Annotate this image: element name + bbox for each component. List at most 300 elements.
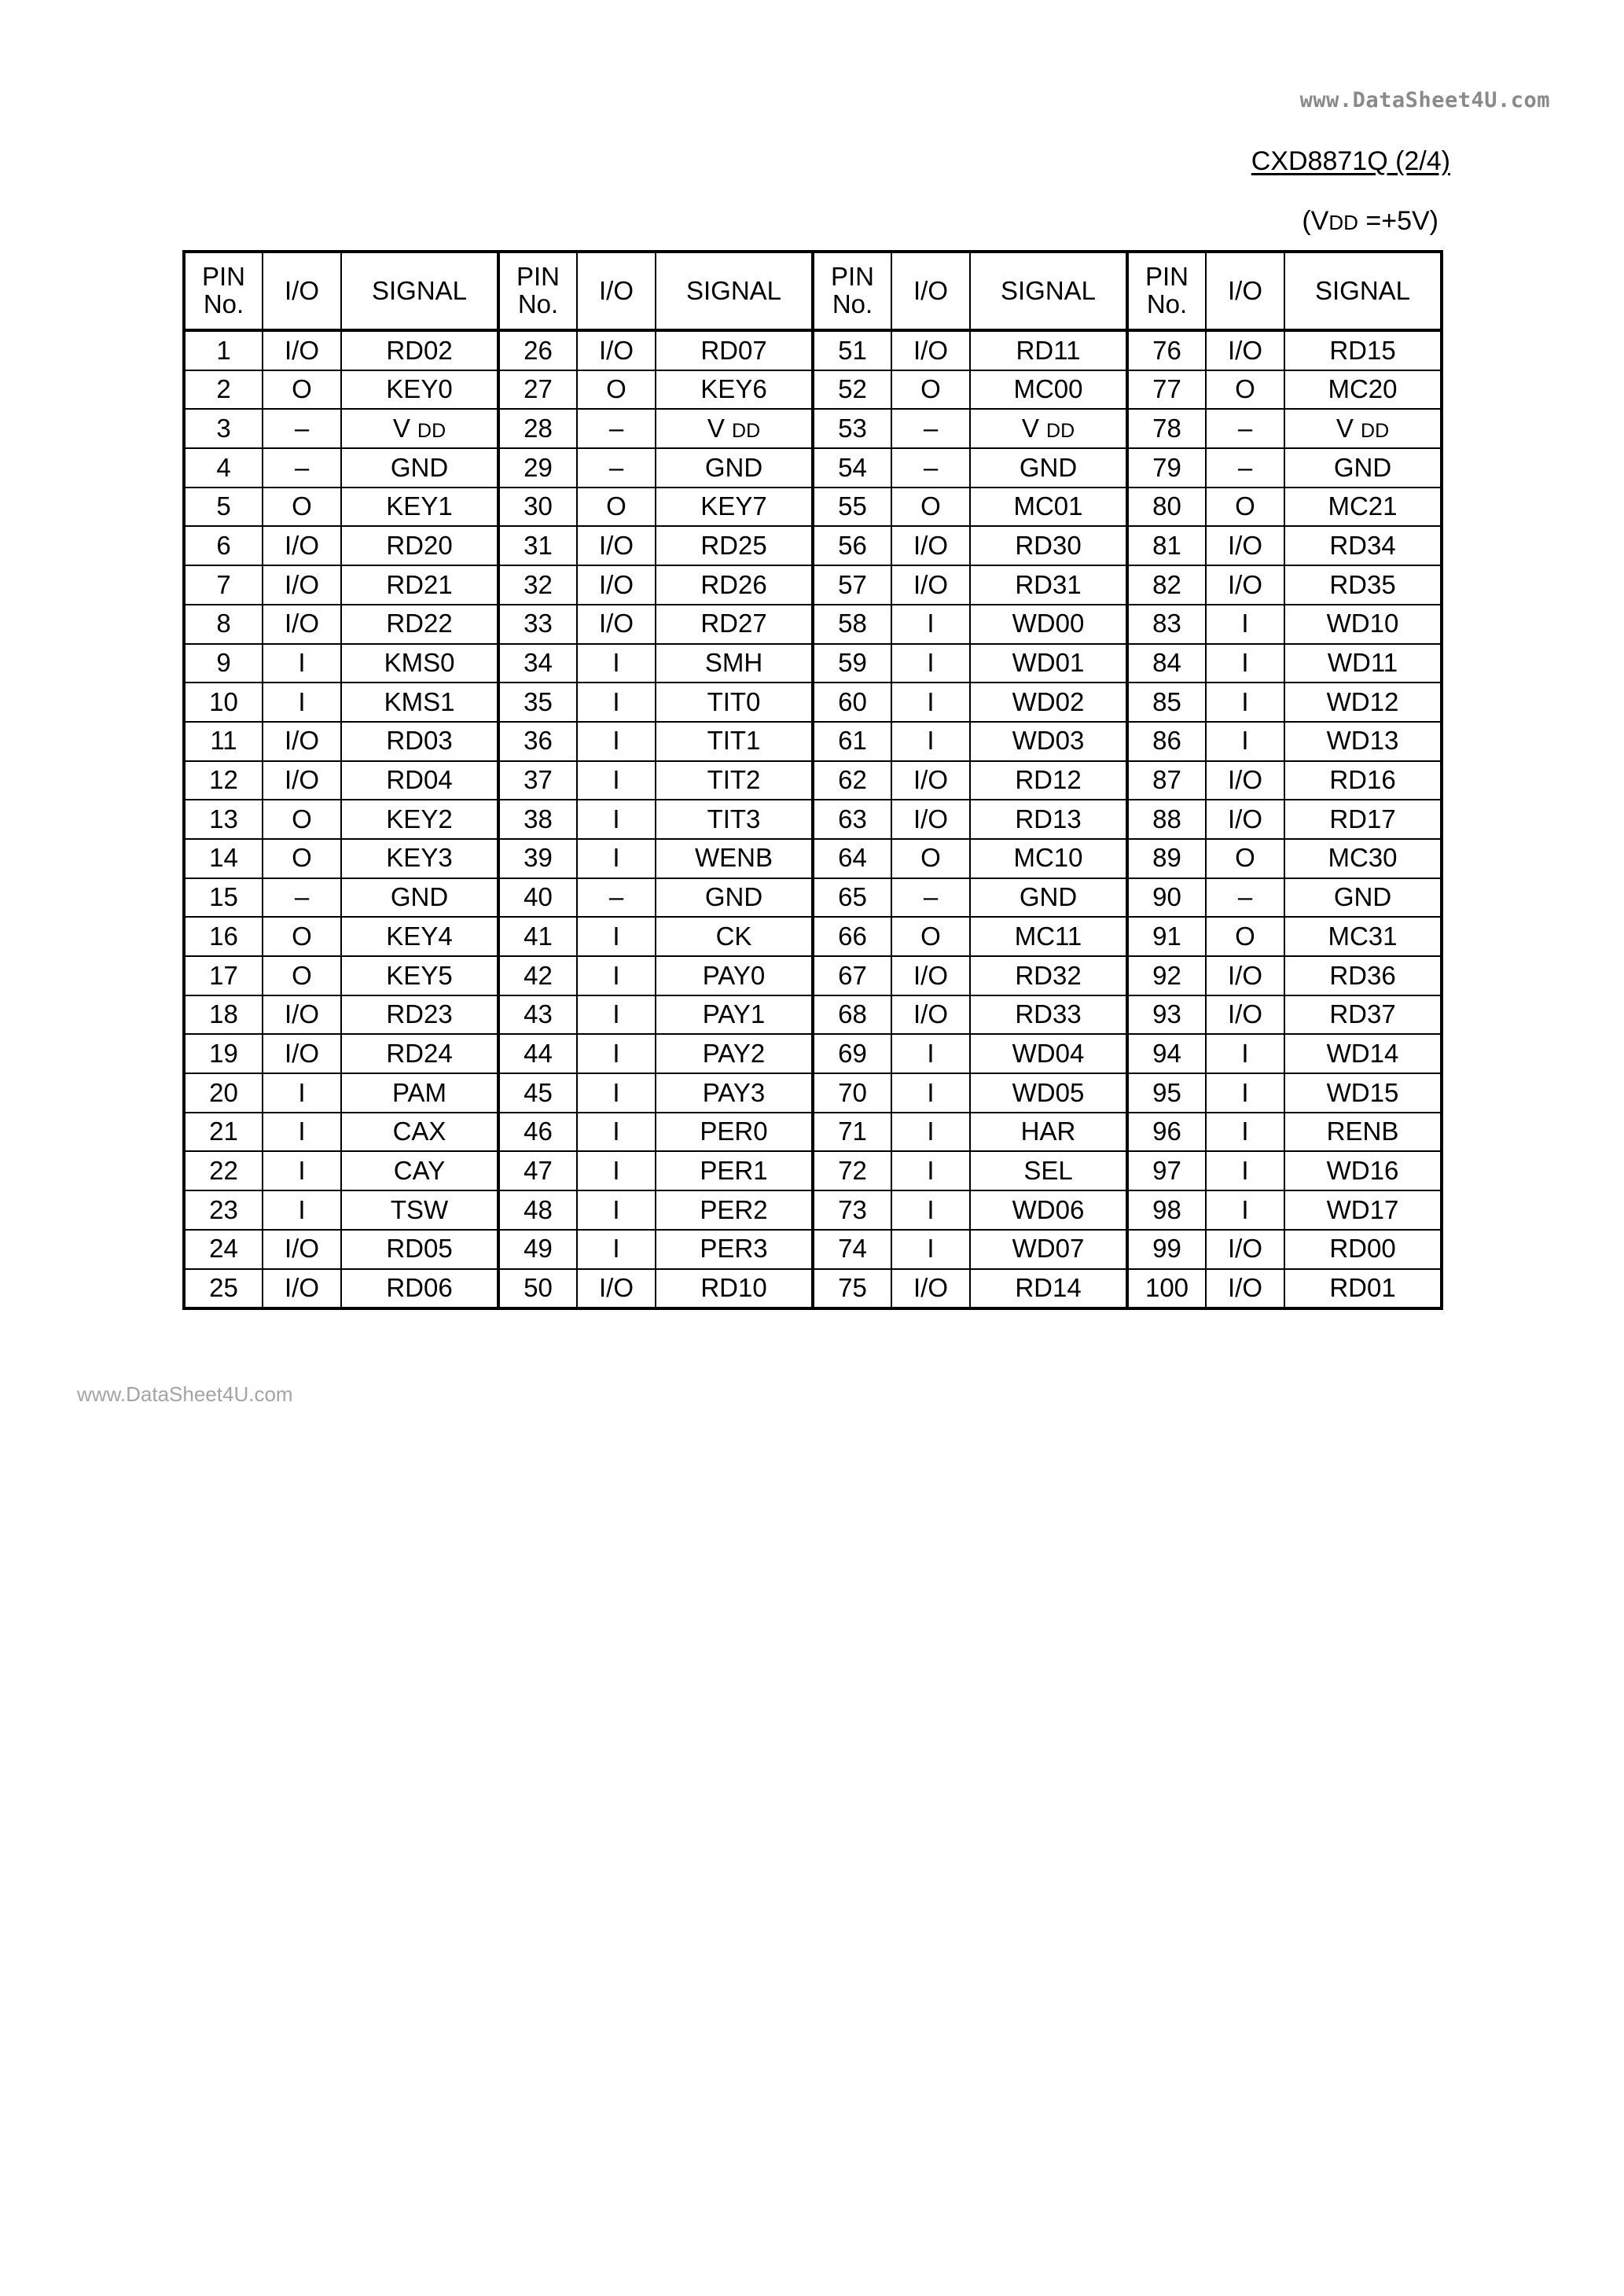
pin-number-cell: 78: [1127, 409, 1206, 448]
signal-cell: KMS0: [341, 644, 498, 683]
io-cell: O: [263, 800, 341, 839]
pin-number-cell: 10: [184, 683, 263, 722]
table-row: [184, 722, 1442, 761]
io-cell: I: [577, 1073, 656, 1113]
table-row: [184, 995, 1442, 1035]
signal-cell: MC20: [1284, 370, 1442, 410]
pin-number-cell: 76: [1127, 330, 1206, 370]
pin-number-cell: 23: [184, 1190, 263, 1230]
io-cell: I/O: [263, 1230, 341, 1269]
pin-number-cell: 3: [184, 409, 263, 448]
io-cell: I/O: [577, 605, 656, 644]
header-io: I/O: [891, 252, 970, 330]
pin-number-cell: 27: [498, 370, 577, 410]
signal-cell: WD07: [970, 1230, 1127, 1269]
signal-cell: KEY5: [341, 956, 498, 995]
io-cell: –: [891, 878, 970, 918]
pin-assignment-table: [182, 250, 1443, 1310]
table-row: [184, 409, 1442, 448]
io-cell: O: [891, 370, 970, 410]
signal-cell: WD15: [1284, 1073, 1442, 1113]
signal-cell: RD10: [656, 1269, 813, 1309]
io-cell: O: [263, 488, 341, 527]
io-cell: I: [577, 761, 656, 800]
io-cell: I/O: [1206, 565, 1284, 605]
signal-cell: HAR: [970, 1113, 1127, 1152]
signal-cell: WD10: [1284, 605, 1442, 644]
signal-cell: WD02: [970, 683, 1127, 722]
io-cell: –: [891, 448, 970, 488]
signal-cell: RD01: [1284, 1269, 1442, 1309]
signal-cell: KEY1: [341, 488, 498, 527]
signal-cell: RD03: [341, 722, 498, 761]
signal-cell: KEY4: [341, 917, 498, 956]
io-cell: –: [577, 409, 656, 448]
io-cell: I/O: [263, 761, 341, 800]
signal-cell: RD05: [341, 1230, 498, 1269]
pin-number-cell: 13: [184, 800, 263, 839]
supply-voltage-note: [1302, 206, 1438, 237]
signal-cell: RD04: [341, 761, 498, 800]
pin-number-cell: 74: [813, 1230, 891, 1269]
table-row: [184, 1113, 1442, 1152]
io-cell: I: [1206, 1151, 1284, 1190]
vdd-main: V: [392, 413, 410, 443]
io-cell: I: [577, 839, 656, 878]
header-io: I/O: [1206, 252, 1284, 330]
signal-cell: RD00: [1284, 1230, 1442, 1269]
table-row: [184, 800, 1442, 839]
pin-number-cell: 75: [813, 1269, 891, 1309]
pin-number-cell: 77: [1127, 370, 1206, 410]
pin-number-cell: 37: [498, 761, 577, 800]
signal-cell: KEY6: [656, 370, 813, 410]
signal-cell: KEY3: [341, 839, 498, 878]
pin-number-cell: 9: [184, 644, 263, 683]
pin-number-cell: 69: [813, 1034, 891, 1073]
header-signal: SIGNAL: [970, 252, 1127, 330]
io-cell: I: [263, 644, 341, 683]
pin-number-cell: 28: [498, 409, 577, 448]
signal-cell: WD03: [970, 722, 1127, 761]
pin-number-cell: 40: [498, 878, 577, 918]
io-cell: O: [263, 956, 341, 995]
table-row: [184, 488, 1442, 527]
vdd-main: V: [1336, 413, 1354, 443]
io-cell: O: [1206, 370, 1284, 410]
signal-cell: RD20: [341, 526, 498, 565]
io-cell: O: [1206, 488, 1284, 527]
io-cell: I/O: [891, 1269, 970, 1309]
signal-cell: PER0: [656, 1113, 813, 1152]
pin-number-cell: 39: [498, 839, 577, 878]
vdd-subscript: DD: [417, 419, 446, 442]
io-cell: O: [891, 488, 970, 527]
io-cell: I: [263, 1151, 341, 1190]
pin-number-cell: 21: [184, 1113, 263, 1152]
pin-number-cell: 18: [184, 995, 263, 1035]
pin-number-cell: 8: [184, 605, 263, 644]
io-cell: I: [891, 722, 970, 761]
signal-cell: GND: [656, 448, 813, 488]
signal-cell: RD07: [656, 330, 813, 370]
vdd-subscript: DD: [732, 419, 761, 442]
pin-number-cell: 92: [1127, 956, 1206, 995]
signal-cell: RD25: [656, 526, 813, 565]
signal-cell: PAY0: [656, 956, 813, 995]
pin-number-cell: 47: [498, 1151, 577, 1190]
io-cell: I/O: [1206, 956, 1284, 995]
signal-cell: RD37: [1284, 995, 1442, 1035]
pin-number-cell: 61: [813, 722, 891, 761]
signal-cell: CAX: [341, 1113, 498, 1152]
pin-number-cell: 15: [184, 878, 263, 918]
io-cell: I: [577, 956, 656, 995]
signal-cell: PAY1: [656, 995, 813, 1035]
io-cell: I/O: [891, 761, 970, 800]
io-cell: I: [891, 1034, 970, 1073]
io-cell: I: [577, 1190, 656, 1230]
io-cell: O: [1206, 839, 1284, 878]
signal-cell: TIT2: [656, 761, 813, 800]
io-cell: –: [577, 448, 656, 488]
signal-cell: GND: [341, 448, 498, 488]
pin-number-cell: 58: [813, 605, 891, 644]
signal-cell: KEY0: [341, 370, 498, 410]
io-cell: I/O: [891, 526, 970, 565]
pin-number-cell: 6: [184, 526, 263, 565]
pin-number-cell: 35: [498, 683, 577, 722]
io-cell: –: [263, 878, 341, 918]
io-cell: I: [577, 1151, 656, 1190]
pin-number-cell: 2: [184, 370, 263, 410]
io-cell: I: [891, 1230, 970, 1269]
signal-cell: RD21: [341, 565, 498, 605]
table-row: [184, 761, 1442, 800]
pin-number-cell: 100: [1127, 1269, 1206, 1309]
io-cell: –: [891, 409, 970, 448]
signal-cell: WD16: [1284, 1151, 1442, 1190]
signal-cell: RD31: [970, 565, 1127, 605]
document-title: CXD8871Q (2/4): [1251, 146, 1450, 176]
signal-cell: WD12: [1284, 683, 1442, 722]
signal-cell: RD30: [970, 526, 1127, 565]
pin-number-cell: 5: [184, 488, 263, 527]
pin-number-cell: 29: [498, 448, 577, 488]
pin-number-cell: 7: [184, 565, 263, 605]
io-cell: I/O: [577, 526, 656, 565]
signal-cell: RD32: [970, 956, 1127, 995]
signal-cell: TIT1: [656, 722, 813, 761]
table-row: [184, 839, 1442, 878]
pin-number-cell: 46: [498, 1113, 577, 1152]
pin-number-cell: 99: [1127, 1230, 1206, 1269]
pin-number-cell: 56: [813, 526, 891, 565]
signal-cell: RD36: [1284, 956, 1442, 995]
table-row: [184, 878, 1442, 918]
pin-number-cell: 38: [498, 800, 577, 839]
io-cell: O: [263, 839, 341, 878]
vdd-subscript: DD: [1361, 419, 1390, 442]
io-cell: I: [263, 1190, 341, 1230]
io-cell: I: [891, 1073, 970, 1113]
pin-number-cell: 60: [813, 683, 891, 722]
io-cell: I: [1206, 1190, 1284, 1230]
signal-cell: MC01: [970, 488, 1127, 527]
signal-cell: GND: [656, 878, 813, 918]
signal-cell: RD24: [341, 1034, 498, 1073]
io-cell: –: [263, 448, 341, 488]
io-cell: I: [1206, 1073, 1284, 1113]
table-row: [184, 448, 1442, 488]
pin-number-cell: 51: [813, 330, 891, 370]
pin-number-cell: 20: [184, 1073, 263, 1113]
signal-cell: WD05: [970, 1073, 1127, 1113]
pin-number-cell: 94: [1127, 1034, 1206, 1073]
io-cell: I: [577, 1113, 656, 1152]
pin-number-cell: 55: [813, 488, 891, 527]
watermark-top: www.DataSheet4U.com: [1299, 88, 1550, 112]
signal-cell: RD22: [341, 605, 498, 644]
io-cell: I/O: [1206, 800, 1284, 839]
io-cell: I: [577, 644, 656, 683]
signal-cell: RD34: [1284, 526, 1442, 565]
vdd-main: V: [1021, 413, 1039, 443]
io-cell: –: [1206, 409, 1284, 448]
pin-number-cell: 25: [184, 1269, 263, 1309]
signal-cell: WD04: [970, 1034, 1127, 1073]
pin-number-cell: 41: [498, 917, 577, 956]
pin-number-cell: 84: [1127, 644, 1206, 683]
pin-number-cell: 4: [184, 448, 263, 488]
pin-number-cell: 24: [184, 1230, 263, 1269]
signal-cell: RD06: [341, 1269, 498, 1309]
pin-number-cell: 89: [1127, 839, 1206, 878]
table-row: [184, 1151, 1442, 1190]
pin-number-cell: 98: [1127, 1190, 1206, 1230]
pin-number-cell: 86: [1127, 722, 1206, 761]
signal-cell: PER3: [656, 1230, 813, 1269]
signal-cell: RD35: [1284, 565, 1442, 605]
header-io: I/O: [577, 252, 656, 330]
io-cell: I: [891, 1113, 970, 1152]
pin-number-cell: 80: [1127, 488, 1206, 527]
signal-cell: SMH: [656, 644, 813, 683]
io-cell: I/O: [263, 565, 341, 605]
pin-number-cell: 34: [498, 644, 577, 683]
table-row: [184, 644, 1442, 683]
pin-number-cell: 96: [1127, 1113, 1206, 1152]
signal-cell: [341, 409, 498, 448]
vdd-main: V: [707, 413, 725, 443]
signal-cell: WD13: [1284, 722, 1442, 761]
io-cell: I: [263, 1073, 341, 1113]
io-cell: I: [577, 722, 656, 761]
table-row: [184, 1269, 1442, 1309]
pin-number-cell: 85: [1127, 683, 1206, 722]
pin-number-cell: 82: [1127, 565, 1206, 605]
pin-number-cell: 52: [813, 370, 891, 410]
pin-number-cell: 71: [813, 1113, 891, 1152]
io-cell: I/O: [577, 330, 656, 370]
io-cell: I: [1206, 1034, 1284, 1073]
io-cell: I: [891, 644, 970, 683]
pin-number-cell: 72: [813, 1151, 891, 1190]
pin-number-cell: 49: [498, 1230, 577, 1269]
io-cell: I/O: [1206, 330, 1284, 370]
pin-number-cell: 81: [1127, 526, 1206, 565]
signal-cell: GND: [970, 448, 1127, 488]
io-cell: I/O: [891, 800, 970, 839]
watermark-bottom: www.DataSheet4U.com: [77, 1382, 293, 1406]
io-cell: I: [891, 683, 970, 722]
signal-cell: PER2: [656, 1190, 813, 1230]
table-header-row: [184, 252, 1442, 330]
io-cell: I: [1206, 644, 1284, 683]
table-row: [184, 956, 1442, 995]
vdd-subscript: DD: [1046, 419, 1075, 442]
pin-number-cell: 70: [813, 1073, 891, 1113]
pin-number-cell: 30: [498, 488, 577, 527]
signal-cell: TIT0: [656, 683, 813, 722]
signal-cell: GND: [1284, 448, 1442, 488]
pin-number-cell: 79: [1127, 448, 1206, 488]
io-cell: I: [577, 995, 656, 1035]
signal-cell: KEY7: [656, 488, 813, 527]
io-cell: I/O: [577, 1269, 656, 1309]
table-row: [184, 683, 1442, 722]
signal-cell: RD26: [656, 565, 813, 605]
io-cell: I: [577, 917, 656, 956]
signal-cell: SEL: [970, 1151, 1127, 1190]
pin-number-cell: 83: [1127, 605, 1206, 644]
io-cell: O: [1206, 917, 1284, 956]
io-cell: I: [263, 1113, 341, 1152]
signal-cell: WD06: [970, 1190, 1127, 1230]
pin-number-cell: 93: [1127, 995, 1206, 1035]
signal-cell: WD00: [970, 605, 1127, 644]
pin-number-cell: 33: [498, 605, 577, 644]
signal-cell: CAY: [341, 1151, 498, 1190]
signal-cell: CK: [656, 917, 813, 956]
supply-note-rest: =+5V): [1358, 206, 1438, 236]
pin-number-cell: 65: [813, 878, 891, 918]
pin-number-cell: 53: [813, 409, 891, 448]
header-signal: SIGNAL: [341, 252, 498, 330]
pin-number-cell: 26: [498, 330, 577, 370]
table-row: [184, 330, 1442, 370]
io-cell: I/O: [577, 565, 656, 605]
table-row: [184, 565, 1442, 605]
io-cell: I: [891, 605, 970, 644]
signal-cell: GND: [1284, 878, 1442, 918]
pin-number-cell: 31: [498, 526, 577, 565]
pin-number-cell: 50: [498, 1269, 577, 1309]
pin-number-cell: 1: [184, 330, 263, 370]
pin-number-cell: 14: [184, 839, 263, 878]
signal-cell: TSW: [341, 1190, 498, 1230]
io-cell: I/O: [1206, 995, 1284, 1035]
io-cell: I/O: [263, 605, 341, 644]
signal-cell: WD17: [1284, 1190, 1442, 1230]
signal-cell: MC11: [970, 917, 1127, 956]
pin-number-cell: 11: [184, 722, 263, 761]
signal-cell: [656, 409, 813, 448]
io-cell: O: [263, 370, 341, 410]
io-cell: I/O: [891, 995, 970, 1035]
signal-cell: PAY2: [656, 1034, 813, 1073]
pin-number-cell: 88: [1127, 800, 1206, 839]
signal-cell: RD15: [1284, 330, 1442, 370]
io-cell: I: [891, 1151, 970, 1190]
header-pin-no: PIN No.: [184, 252, 263, 330]
supply-note-open: (V: [1302, 206, 1329, 236]
signal-cell: RD17: [1284, 800, 1442, 839]
pin-number-cell: 43: [498, 995, 577, 1035]
table-row: [184, 1190, 1442, 1230]
signal-cell: KEY2: [341, 800, 498, 839]
signal-cell: RD11: [970, 330, 1127, 370]
io-cell: I: [1206, 605, 1284, 644]
signal-cell: MC30: [1284, 839, 1442, 878]
pin-number-cell: 36: [498, 722, 577, 761]
signal-cell: WD01: [970, 644, 1127, 683]
signal-cell: MC10: [970, 839, 1127, 878]
pin-number-cell: 68: [813, 995, 891, 1035]
pin-number-cell: 90: [1127, 878, 1206, 918]
signal-cell: PAY3: [656, 1073, 813, 1113]
pin-number-cell: 95: [1127, 1073, 1206, 1113]
signal-cell: [970, 409, 1127, 448]
pin-number-cell: 97: [1127, 1151, 1206, 1190]
header-pin-no: PIN No.: [813, 252, 891, 330]
signal-cell: PAM: [341, 1073, 498, 1113]
table-row: [184, 1034, 1442, 1073]
signal-cell: PER1: [656, 1151, 813, 1190]
pin-number-cell: 12: [184, 761, 263, 800]
io-cell: I: [577, 683, 656, 722]
signal-cell: GND: [341, 878, 498, 918]
signal-cell: TIT3: [656, 800, 813, 839]
io-cell: O: [577, 488, 656, 527]
table-row: [184, 370, 1442, 410]
pin-number-cell: 59: [813, 644, 891, 683]
io-cell: –: [577, 878, 656, 918]
io-cell: I: [577, 800, 656, 839]
io-cell: I/O: [891, 956, 970, 995]
header-pin-no: PIN No.: [1127, 252, 1206, 330]
signal-cell: MC31: [1284, 917, 1442, 956]
io-cell: –: [263, 409, 341, 448]
signal-cell: RD27: [656, 605, 813, 644]
io-cell: O: [891, 839, 970, 878]
signal-cell: KMS1: [341, 683, 498, 722]
header-signal: SIGNAL: [1284, 252, 1442, 330]
signal-cell: RD23: [341, 995, 498, 1035]
pin-number-cell: 42: [498, 956, 577, 995]
signal-cell: GND: [970, 878, 1127, 918]
pin-number-cell: 91: [1127, 917, 1206, 956]
pin-number-cell: 45: [498, 1073, 577, 1113]
header-signal: SIGNAL: [656, 252, 813, 330]
io-cell: I: [1206, 683, 1284, 722]
pin-number-cell: 48: [498, 1190, 577, 1230]
io-cell: I: [263, 683, 341, 722]
io-cell: I: [1206, 722, 1284, 761]
table-row: [184, 917, 1442, 956]
pin-number-cell: 22: [184, 1151, 263, 1190]
io-cell: O: [263, 917, 341, 956]
